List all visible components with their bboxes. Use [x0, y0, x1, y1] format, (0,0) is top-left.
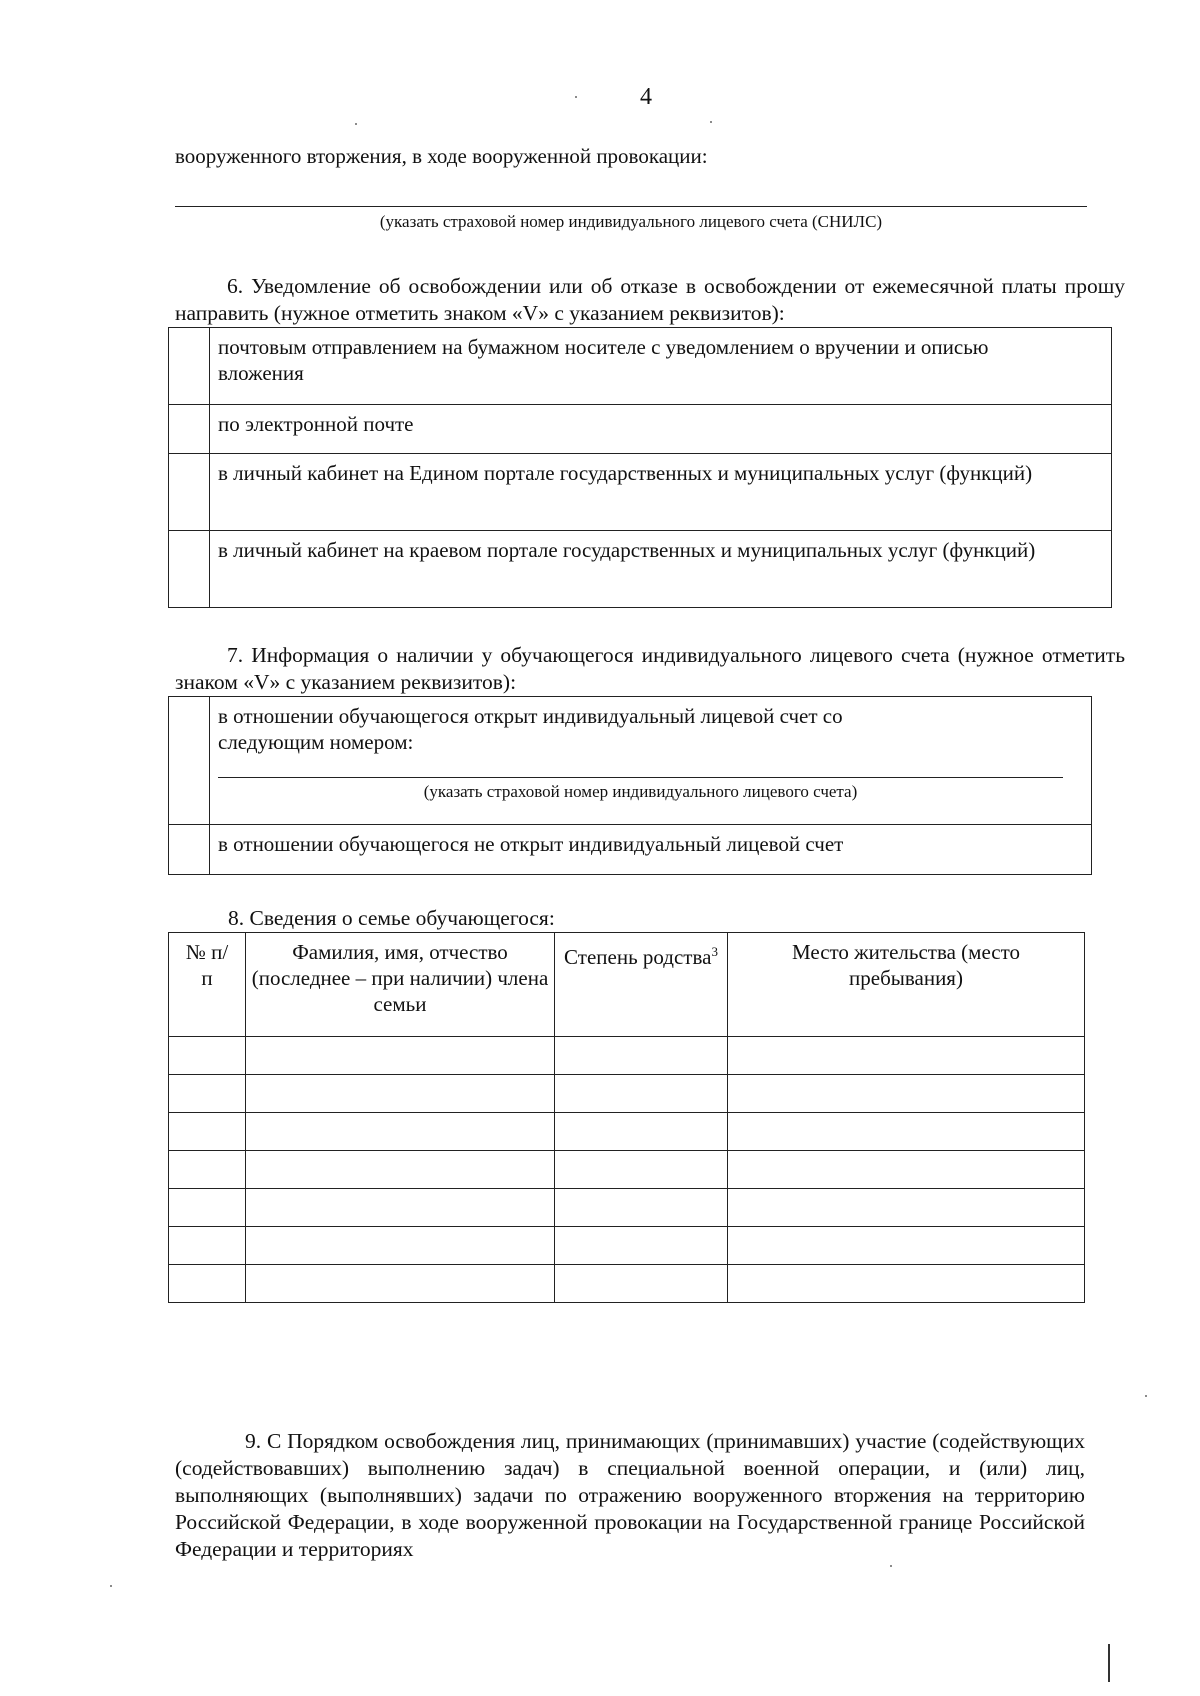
- section-8-text: 8. Сведения о семье обучающегося:: [228, 906, 555, 930]
- family-table-cell[interactable]: [555, 1113, 728, 1151]
- option-row: [169, 531, 1112, 608]
- family-table-cell[interactable]: [169, 1151, 246, 1189]
- intro-line: вооруженного вторжения, в ходе вооруженной провокации:: [175, 144, 708, 168]
- option-label: в отношении обучающегося открыт индивидуальный лицевой счет со следующим номером:: [218, 704, 843, 754]
- scan-speck: [890, 1565, 892, 1567]
- option-row: [169, 825, 1092, 875]
- family-table-cell[interactable]: [555, 1265, 728, 1303]
- family-table-row: [169, 1151, 1085, 1189]
- header-relation: [555, 933, 728, 1037]
- notification-options-table: [168, 327, 1112, 608]
- family-table-cell[interactable]: [246, 1113, 555, 1151]
- account-number-line: [218, 777, 1063, 778]
- section-7-text: 7. Информация о наличии у обучающегося индивидуального лицевого счета (нужное отметить знаком «V» с указанием реквизитов):: [175, 643, 1125, 694]
- family-table-cell[interactable]: [169, 1227, 246, 1265]
- family-table-cell[interactable]: [246, 1265, 555, 1303]
- snils-field-line: [175, 206, 1087, 207]
- family-table-cell[interactable]: [169, 1265, 246, 1303]
- family-table-cell[interactable]: [246, 1189, 555, 1227]
- family-table-cell[interactable]: [555, 1151, 728, 1189]
- family-table-cell[interactable]: [555, 1037, 728, 1075]
- family-table-cell[interactable]: [728, 1075, 1085, 1113]
- family-table-row: [169, 1037, 1085, 1075]
- option-checkbox[interactable]: [169, 328, 210, 405]
- family-table-cell[interactable]: [169, 1075, 246, 1113]
- family-table-header: [169, 933, 1085, 1037]
- option-label: в личный кабинет на Едином портале государственных и муниципальных услуг (функций): [210, 454, 1112, 531]
- family-table-row: [169, 1113, 1085, 1151]
- family-table-cell[interactable]: [555, 1075, 728, 1113]
- family-table-row: [169, 1265, 1085, 1303]
- family-table-cell[interactable]: [169, 1113, 246, 1151]
- family-table-body: [169, 1037, 1085, 1303]
- account-options-table: [168, 696, 1092, 875]
- account-number-caption: (указать страховой номер индивидуального лицевого счета): [423, 782, 858, 801]
- family-table-cell[interactable]: [728, 1227, 1085, 1265]
- family-table-cell[interactable]: [246, 1075, 555, 1113]
- scan-speck: [575, 96, 577, 98]
- page-number: 4: [640, 84, 652, 110]
- family-table: [168, 932, 1085, 1303]
- family-table-cell[interactable]: [169, 1037, 246, 1075]
- header-num: № п/п: [169, 933, 246, 1037]
- option-label: почтовым отправлением на бумажном носителе с уведомлением о вручении и описью вложения: [210, 328, 1112, 405]
- scan-speck: [710, 121, 712, 123]
- family-table-cell[interactable]: [555, 1189, 728, 1227]
- family-table-cell[interactable]: [728, 1265, 1085, 1303]
- header-name: Фамилия, имя, отчество (последнее – при наличии) члена семьи: [246, 933, 555, 1037]
- option-checkbox[interactable]: [169, 454, 210, 531]
- option-row: [169, 405, 1112, 454]
- family-table-cell[interactable]: [169, 1189, 246, 1227]
- scan-margin-mark: [1108, 1644, 1110, 1682]
- option-checkbox[interactable]: [169, 697, 210, 825]
- header-residence: Место жительства (место пребывания): [728, 933, 1085, 1037]
- option-checkbox[interactable]: [169, 531, 210, 608]
- family-table-cell[interactable]: [246, 1151, 555, 1189]
- scan-speck: [355, 123, 357, 125]
- family-table-cell[interactable]: [728, 1037, 1085, 1075]
- footnote-mark: 3: [711, 944, 718, 959]
- family-table-cell[interactable]: [246, 1227, 555, 1265]
- family-table-row: [169, 1189, 1085, 1227]
- option-row: [169, 328, 1112, 405]
- family-table-cell[interactable]: [555, 1227, 728, 1265]
- family-table-cell[interactable]: [728, 1189, 1085, 1227]
- option-label: в отношении обучающегося не открыт индивидуальный лицевой счет: [210, 825, 1092, 875]
- family-table-cell[interactable]: [728, 1151, 1085, 1189]
- snils-caption: (указать страховой номер индивидуального лицевого счета (СНИЛС): [379, 212, 883, 231]
- option-row: [169, 697, 1092, 825]
- section-6-text: 6. Уведомление об освобождении или об отказе в освобождении от ежемесячной платы прошу направить (нужное отметить знаком «V» с указанием реквизитов):: [175, 274, 1125, 325]
- option-label: в личный кабинет на краевом портале государственных и муниципальных услуг (функций): [210, 531, 1112, 608]
- option-cell: [210, 697, 1092, 825]
- family-table-row: [169, 1227, 1085, 1265]
- option-row: [169, 454, 1112, 531]
- family-table-row: [169, 1075, 1085, 1113]
- header-relation-text: Степень родства: [564, 945, 712, 969]
- section-9-text: 9. С Порядком освобождения лиц, принимающих (принимавших) участие (содействующих (содействовавших) выполнению задач) в специальной военной операции, и (или) лиц, выполняющих (выполнявших) задачи по отражению вооруженного вторжения на территорию Российской Федерации, в ходе вооруженной провокации на Государственной границе Российской Федерации и территориях: [175, 1429, 1085, 1561]
- family-table-cell[interactable]: [728, 1113, 1085, 1151]
- family-table-cell[interactable]: [246, 1037, 555, 1075]
- option-checkbox[interactable]: [169, 825, 210, 875]
- scan-speck: [1145, 1395, 1147, 1397]
- option-label: по электронной почте: [210, 405, 1112, 454]
- scan-speck: [110, 1585, 112, 1587]
- option-checkbox[interactable]: [169, 405, 210, 454]
